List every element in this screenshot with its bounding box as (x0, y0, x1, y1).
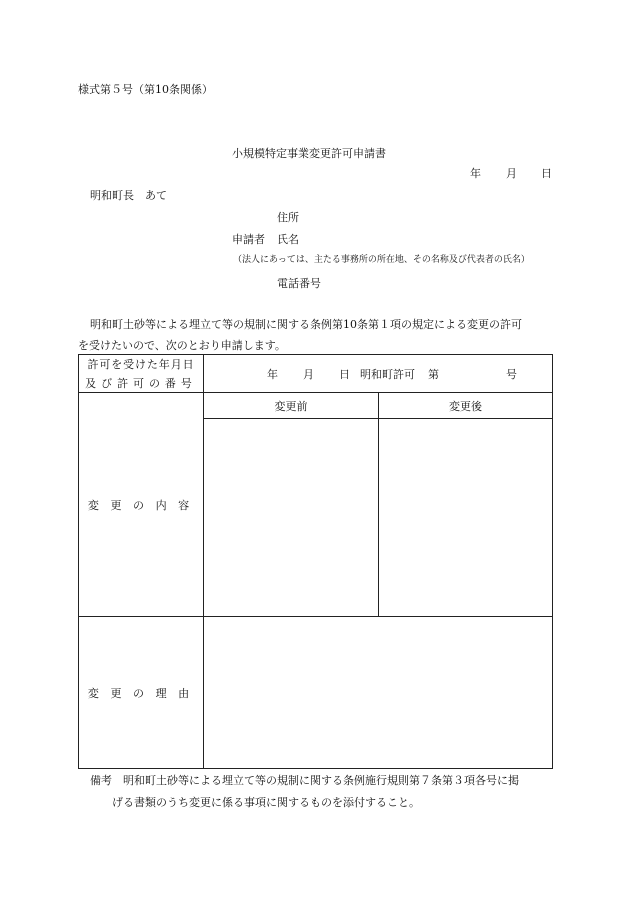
change-reason-label: 変更の理由 (87, 686, 201, 700)
applicant-label: 申請者 (232, 233, 265, 246)
form-number: 様式第５号（第10条関係） (78, 83, 213, 96)
body-text-line-1: 明和町土砂等による埋立て等の規制に関する条例第10条第１項の規定による変更の許可 (90, 318, 522, 331)
permit-number-suffix: 号 (506, 368, 517, 381)
body-text-line-2: を受けたいので、次のとおり申請します。 (78, 339, 286, 352)
permit-year-label: 年 (267, 368, 278, 381)
corporation-note: （法人にあっては、主たる事務所の所在地、その名称及び代表者の氏名） (233, 255, 530, 265)
before-header-cell (204, 393, 379, 419)
application-table (78, 354, 553, 769)
change-content-label: 変更の内容 (87, 498, 201, 512)
change-header-row (79, 393, 553, 419)
permit-day-label: 日 (339, 368, 350, 381)
date-month-label: 月 (506, 167, 517, 180)
addressee: 明和町長 あて (90, 189, 167, 202)
change-reason-label-cell (79, 617, 204, 769)
date-day-label: 日 (541, 167, 552, 180)
change-reason-row (79, 617, 553, 769)
permit-row (79, 355, 553, 393)
permit-month-label: 月 (303, 368, 314, 381)
document-title: 小規模特定事業変更許可申請書 (232, 147, 386, 160)
address-label: 住所 (277, 211, 299, 224)
remarks-line-1: 備考 明和町土砂等による埋立て等の規制に関する条例施行規則第７条第３項各号に掲 (90, 774, 519, 787)
permit-label-cell (79, 355, 204, 393)
before-content-field[interactable] (204, 419, 379, 617)
change-content-label-cell (79, 393, 204, 617)
date-year-label: 年 (470, 167, 481, 180)
after-header-cell (379, 393, 553, 419)
name-label: 氏名 (277, 233, 299, 246)
phone-label: 電話番号 (277, 277, 321, 290)
permit-number-prefix: 第 (428, 368, 439, 381)
permit-label-line-1: 許可を受けた年月日 (87, 358, 195, 371)
after-content-field[interactable] (379, 419, 553, 617)
before-label: 変更前 (274, 399, 308, 413)
permit-town-label: 明和町許可 (360, 368, 415, 381)
after-label: 変更後 (449, 399, 482, 413)
change-reason-field[interactable] (204, 617, 553, 769)
permit-label-line-2: 及び許可の番号 (85, 377, 197, 390)
remarks-line-2: げる書類のうち変更に係る事項に関するものを添付すること。 (112, 796, 420, 809)
permit-value-cell (204, 355, 553, 393)
